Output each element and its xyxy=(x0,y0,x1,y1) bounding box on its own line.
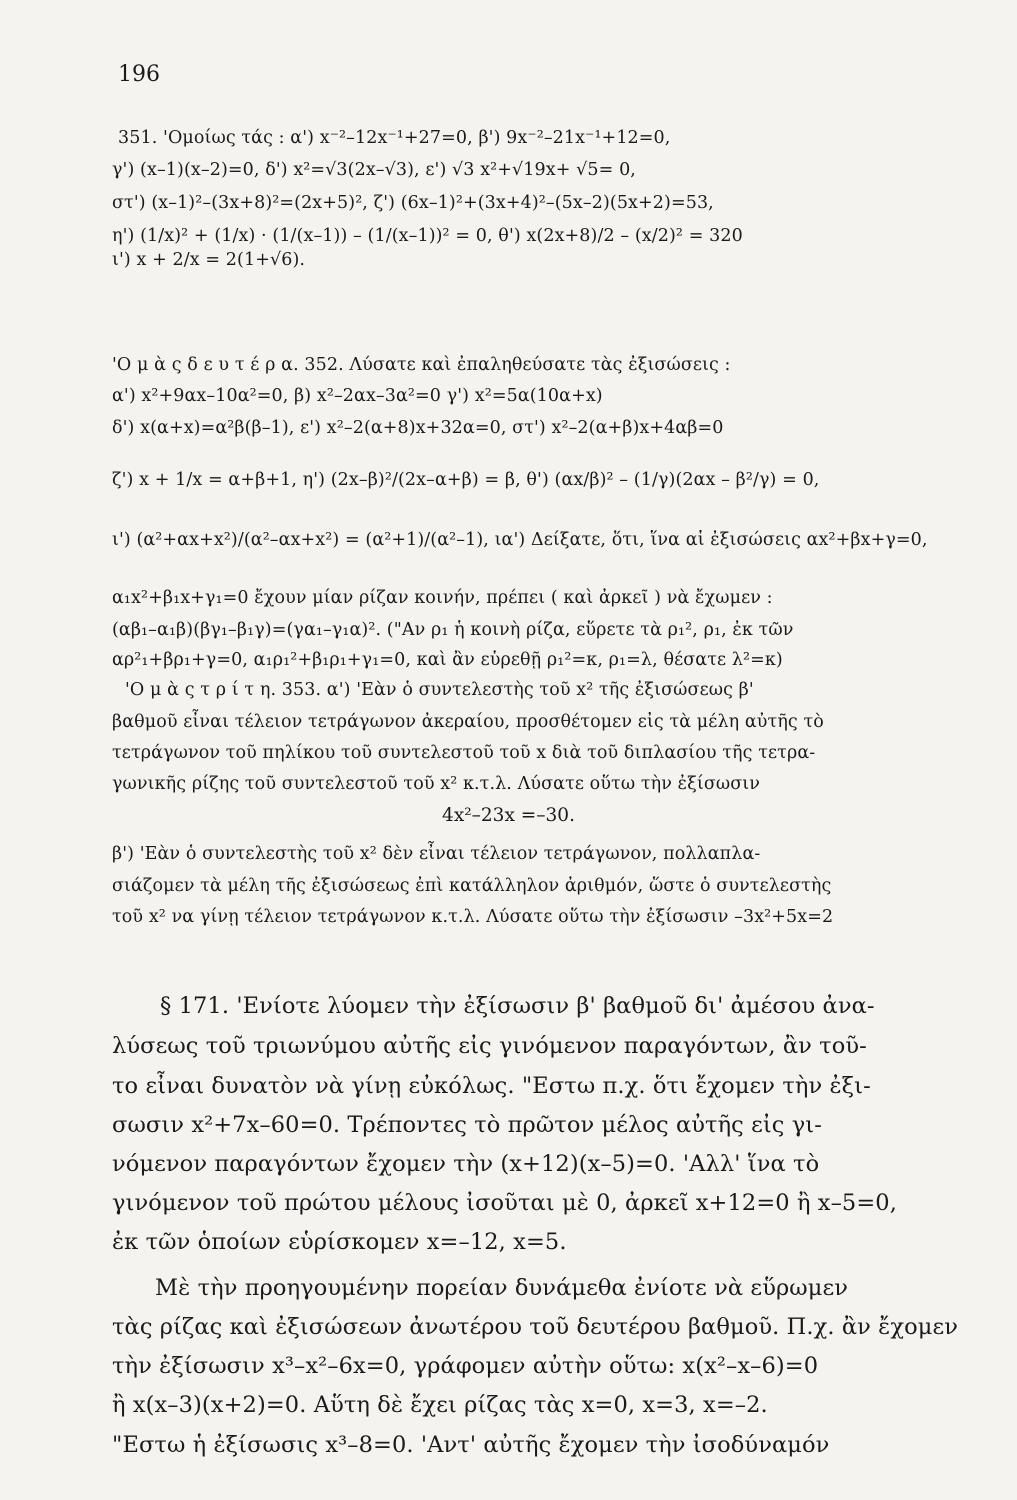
ex353-line-2: βαθμοῦ εἶναι τέλειον τετράγωνον ἀκεραίου, προσθέτομεν εἰς τὰ μέλη αὐτῆς τὸ xyxy=(112,712,824,732)
section-171-line-6: γινόμενον τοῦ πρώτου μέλους ἰσοῦται μὲ 0, ἀρκεῖ x+12=0 ἢ x–5=0, xyxy=(112,1190,897,1216)
ex351-line-1: 351. 'Ομοίως τάς : α') x⁻²–12x⁻¹+27=0, β') 9x⁻²–21x⁻¹+12=0, xyxy=(118,128,671,148)
section-171-para2-line-2: τὰς ρίζας καὶ ἐξισώσεων ἀνωτέρου τοῦ δευτέρου βαθμοῦ. Π.χ. ἂν ἔχομεν xyxy=(112,1314,958,1340)
ex351-line-4: η') (1/x)² + (1/x) · (1/(x–1)) – (1/(x–1))² = 0, θ') x(2x+8)/2 – (x/2)² = 320 xyxy=(112,226,743,246)
ex352-line-1: 'Ο μ ὰ ς δ ε υ τ έ ρ α. 352. Λύσατε καὶ ἐπαληθεύσατε τὰς ἐξισώσεις : xyxy=(112,355,731,375)
section-171-line-4: σωσιν x²+7x–60=0. Τρέποντες τὸ πρῶτον μέλος αὐτῆς εἰς γι- xyxy=(112,1112,822,1138)
ex353-line-4: γωνικῆς ρίζης τοῦ συντελεστοῦ τοῦ x² κ.τ.λ. Λύσατε οὕτω τὴν ἐξίσωσιν xyxy=(112,774,760,794)
ex352-line-4: ζ') x + 1/x = α+β+1, η') (2x–β)²/(2x–α+β) = β, θ') (αx/β)² – (1/γ)(2αx – β²/γ) = 0, xyxy=(112,470,820,490)
page-number: 196 xyxy=(118,62,160,87)
ex351-line-3: στ') (x–1)²–(3x+8)²=(2x+5)², ζ') (6x–1)²+(3x+4)²–(5x–2)(5x+2)=53, xyxy=(112,193,714,213)
ex353-line-7: τοῦ x² να γίνῃ τέλειον τετράγωνον κ.τ.λ. Λύσατε οὕτω τὴν ἐξίσωσιν –3x²+5x=2 xyxy=(112,907,834,927)
section-171-line-1: § 171. 'Ενίοτε λύομεν τὴν ἐξίσωσιν β' βαθμοῦ δι' ἀμέσου ἀνα- xyxy=(160,993,875,1019)
ex352-line-3: δ') x(α+x)=α²β(β–1), ε') x²–2(α+8)x+32α=0, στ') x²–2(α+β)x+4αβ=0 xyxy=(112,418,724,438)
section-171-para2-line-1: Μὲ τὴν προηγουμένην πορείαν δυνάμεθα ἐνίοτε νὰ εὕρωμεν xyxy=(155,1275,849,1301)
ex352-line-5: ι') (α²+αx+x²)/(α²–αx+x²) = (α²+1)/(α²–1), ια') Δείξατε, ὅτι, ἵνα αἱ ἐξισώσεις αx²+βx+γ=0, xyxy=(112,530,928,550)
section-171-para2-line-5: "Εστω ἡ ἐξίσωσις x³–8=0. 'Αντ' αὐτῆς ἔχομεν τὴν ἰσοδύναμόν xyxy=(112,1432,830,1458)
ex353-line-5: β') 'Εὰν ὁ συντελεστὴς τοῦ x² δὲν εἶναι τέλειον τετράγωνον, πολλαπλα- xyxy=(112,844,761,864)
section-171-para2-line-3: τὴν ἐξίσωσιν x³–x²–6x=0, γράφομεν αὐτὴν οὕτω: x(x²–x–6)=0 xyxy=(112,1353,819,1379)
section-171-line-5: νόμενον παραγόντων ἔχομεν τὴν (x+12)(x–5)=0. 'Αλλ' ἵνα τὸ xyxy=(112,1151,820,1177)
ex352-line-8: αρ²₁+βρ₁+γ=0, α₁ρ₁²+β₁ρ₁+γ₁=0, καὶ ἂν εὑρεθῇ ρ₁²=κ, ρ₁=λ, θέσατε λ²=κ) xyxy=(112,650,783,670)
section-171-line-7: ἐκ τῶν ὁποίων εὑρίσκομεν x=–12, x=5. xyxy=(112,1229,567,1255)
ex353-line-6: σιάζομεν τὰ μέλη τῆς ἐξισώσεως ἐπὶ κατάλληλον ἀριθμόν, ὥστε ὁ συντελεστὴς xyxy=(112,876,832,896)
ex353-line-1: 'Ο μ ὰ ς τ ρ ί τ η. 353. α') 'Εὰν ὁ συντελεστὴς τοῦ x² τῆς ἐξισώσεως β' xyxy=(125,680,754,700)
ex351-line-2: γ') (x–1)(x–2)=0, δ') x²=√3(2x–√3), ε') √3 x²+√19x+ √5= 0, xyxy=(112,160,636,180)
ex352-line-2: α') x²+9αx–10α²=0, β) x²–2αx–3α²=0 γ') x²=5α(10α+x) xyxy=(112,386,603,406)
section-171-line-3: το εἶναι δυνατὸν νὰ γίνῃ εὐκόλως. "Εστω π.χ. ὅτι ἔχομεν τὴν ἐξι- xyxy=(112,1073,871,1099)
ex353-line-3: τετράγωνον τοῦ πηλίκου τοῦ συντελεστοῦ τοῦ x διὰ τοῦ διπλασίου τῆς τετρα- xyxy=(112,743,816,763)
ex353-equation: 4x²–23x =–30. xyxy=(442,805,575,826)
ex352-line-7: (αβ₁–α₁β)(βγ₁–β₁γ)=(γα₁–γ₁α)². ("Αν ρ₁ ἡ κοινὴ ρίζα, εὕρετε τὰ ρ₁², ρ₁, ἐκ τῶν xyxy=(112,620,794,640)
section-171-para2-line-4: ἢ x(x–3)(x+2)=0. Αὕτη δὲ ἔχει ρίζας τὰς x=0, x=3, x=–2. xyxy=(112,1392,768,1418)
ex351-line-5: ι') x + 2/x = 2(1+√6). xyxy=(112,250,306,270)
ex352-line-6: α₁x²+β₁x+γ₁=0 ἔχουν μίαν ρίζαν κοινήν, πρέπει ( καὶ ἀρκεῖ ) νὰ ἔχωμεν : xyxy=(112,588,773,608)
section-171-line-2: λύσεως τοῦ τριωνύμου αὐτῆς εἰς γινόμενον παραγόντων, ἂν τοῦ- xyxy=(112,1033,867,1059)
